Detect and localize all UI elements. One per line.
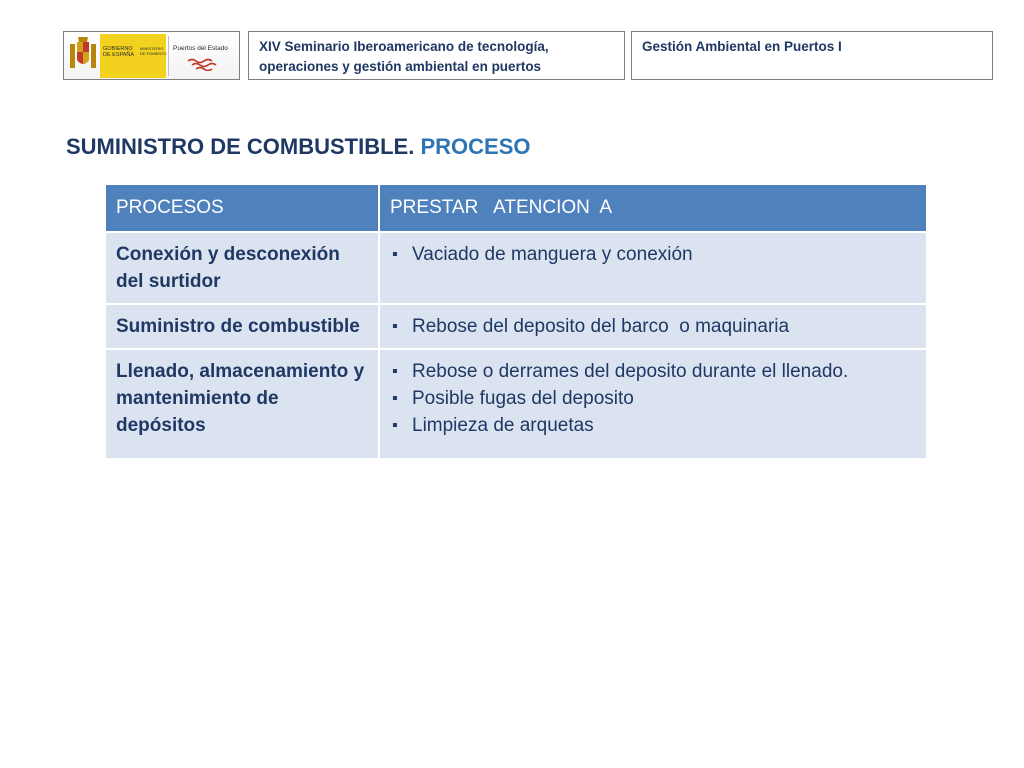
seminar-title-box: XIV Seminario Iberoamericano de tecnología, operaciones y gestión ambiental en puertos xyxy=(248,31,625,80)
course-title-box: Gestión Ambiental en Puertos I xyxy=(631,31,993,80)
process-cell: Suministro de combustible xyxy=(105,304,379,349)
table-row xyxy=(105,232,927,304)
attention-list xyxy=(390,241,916,268)
table-row xyxy=(105,304,927,349)
table-row xyxy=(105,349,927,459)
column-header-processes: PROCESOS xyxy=(105,184,379,232)
logo-ministry-text: MINISTERIO DE FOMENTO xyxy=(140,46,167,56)
attention-list xyxy=(390,358,916,439)
page-title xyxy=(66,134,531,160)
list-item: ▪ Limpieza de arquetas xyxy=(390,412,916,439)
logo-government-text: GOBIERNO DE ESPAÑA xyxy=(103,46,135,58)
list-item: ▪ Vaciado de manguera y conexión xyxy=(390,241,916,268)
column-header-attention: PRESTAR ATENCION A xyxy=(379,184,927,232)
process-cell: Conexión y desconexión del surtidor xyxy=(105,232,379,304)
page-title-accent: PROCESO xyxy=(420,134,531,159)
attention-list xyxy=(390,313,916,340)
institution-logo xyxy=(63,31,240,80)
coat-of-arms-icon xyxy=(68,36,98,74)
list-item: ▪ Posible fugas del deposito xyxy=(390,385,916,412)
waves-icon xyxy=(186,57,220,71)
process-cell: Llenado, almacenamiento y mantenimiento de depósitos xyxy=(105,349,379,459)
attention-cell xyxy=(379,349,927,459)
table-header-row xyxy=(105,184,927,232)
page-title-main: SUMINISTRO DE COMBUSTIBLE. xyxy=(66,134,415,159)
logo-divider xyxy=(168,36,169,76)
attention-cell xyxy=(379,304,927,349)
process-table xyxy=(104,183,928,460)
attention-cell xyxy=(379,232,927,304)
logo-ports-text: Puertos del Estado xyxy=(173,45,228,52)
list-item: ▪ Rebose o derrames del deposito durante el llenado. xyxy=(390,358,916,385)
list-item: ▪ Rebose del deposito del barco o maquinaria xyxy=(390,313,916,340)
